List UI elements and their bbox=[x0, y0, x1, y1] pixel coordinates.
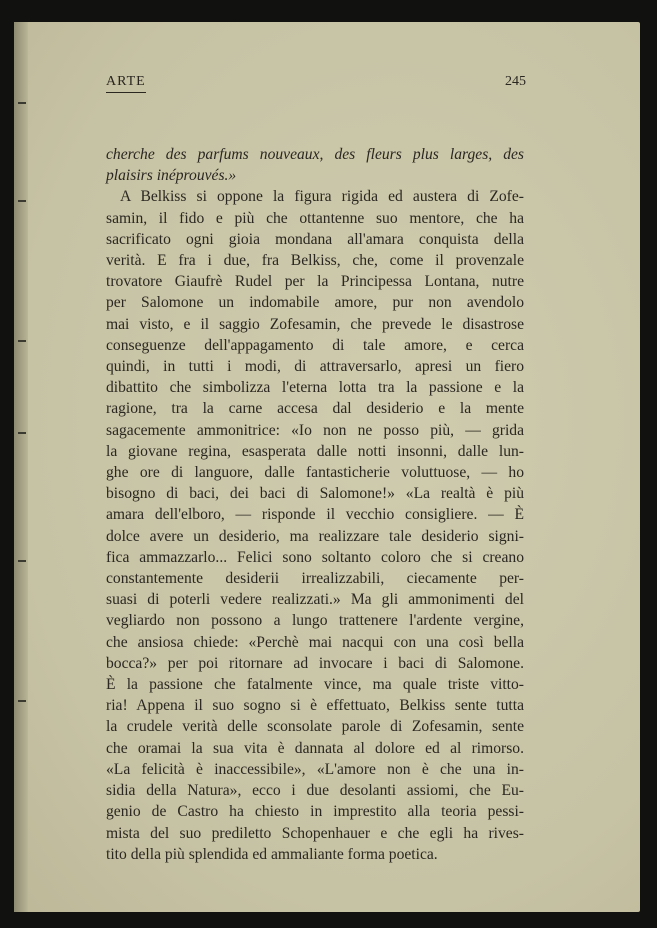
text-line: samin, il fido e più che ottantenne suo mentore, che ha bbox=[106, 209, 524, 227]
text-line: dibattito che simbolizza l'eterna lotta tra la passione e la bbox=[106, 379, 524, 397]
text-line: «La felicità è inaccessibile», «L'amore non è che una in- bbox=[106, 760, 524, 778]
text-line: conseguenze dell'appagamento di tale amore, e cerca bbox=[106, 336, 524, 354]
text-line: ghe ore di languore, dalle fantasticherie voluttuose, — ho bbox=[106, 464, 524, 482]
text-line: ragione, tra la carne accesa dal desiderio e la mente bbox=[106, 400, 524, 418]
page-header bbox=[106, 74, 526, 96]
text-line: constantemente desiderii irrealizzabili, ciecamente per- bbox=[106, 570, 524, 588]
binding-gutter bbox=[14, 22, 28, 912]
text-line: bocca?» per poi ritornare ad invocare i baci di Salomone. bbox=[106, 654, 524, 672]
text-line: la crudele verità delle sconsolate parole di Zofesamin, sente bbox=[106, 718, 524, 736]
text-line: sacrificato ogni gioia mondana all'amara conquista della bbox=[106, 230, 524, 248]
margin-mark bbox=[18, 200, 26, 202]
text-line: dolce avere un desiderio, ma realizzare tale desiderio signi- bbox=[106, 527, 524, 545]
margin-mark bbox=[18, 102, 26, 104]
text-line: fica ammazzarlo... Felici sono soltanto coloro che si creano bbox=[106, 548, 524, 566]
running-head: ARTE bbox=[106, 74, 146, 93]
text-line: che oramai la sua vita è dannata al dolore ed al rimorso. bbox=[106, 739, 524, 757]
margin-mark bbox=[18, 432, 26, 434]
text-line: bisogno di baci, dei baci di Salomone!» «La realtà è più bbox=[106, 485, 524, 503]
text-line: mista del suo prediletto Schopenhauer e che egli ha rives- bbox=[106, 824, 524, 842]
text-line: ria! Appena il suo sogno si è effettuato, Belkiss sente tutta bbox=[106, 697, 524, 715]
text-line: verità. E fra i due, fra Belkiss, che, come il provenzale bbox=[106, 252, 524, 270]
text-line: plaisirs inéprouvés.» bbox=[106, 167, 237, 185]
text-line: A Belkiss si oppone la figura rigida ed austera di Zofe- bbox=[120, 188, 524, 206]
text-line: che ansiosa chiede: «Perchè mai nacqui con una così bella bbox=[106, 633, 524, 651]
margin-mark bbox=[18, 700, 26, 702]
text-line: genio de Castro ha chiesto in imprestito alla teoria pessi- bbox=[106, 803, 524, 821]
text-line: sidia della Natura», ecco i due desolanti assiomi, che Eu- bbox=[106, 782, 524, 800]
text-line: suasi di poterli vedere realizzati.» Ma gli ammonimenti del bbox=[106, 591, 524, 609]
text-line: sagacemente ammonitrice: «Io non ne posso più, — grida bbox=[106, 421, 524, 439]
text-line: mai visto, e il saggio Zofesamin, che prevede le disastrose bbox=[106, 315, 524, 333]
margin-mark bbox=[18, 340, 26, 342]
text-line: cherche des parfums nouveaux, des fleurs plus larges, des bbox=[106, 146, 524, 163]
text-line: per Salomone un indomabile amore, pur non avendolo bbox=[106, 294, 524, 312]
text-line: tito della più splendida ed ammaliante forma poetica. bbox=[106, 845, 438, 863]
text-line: amara dell'elboro, — risponde il vecchio consigliere. — È bbox=[106, 506, 524, 524]
margin-mark bbox=[18, 560, 26, 562]
text-line: trovatore Giaufrè Rudel per la Principessa Lontana, nutre bbox=[106, 273, 524, 291]
text-line: È la passione che fatalmente vince, ma quale triste vitto- bbox=[106, 676, 524, 694]
page-number: 245 bbox=[505, 74, 526, 89]
text-line: vegliardo non possono a lungo trattenere l'ardente vergine, bbox=[106, 612, 524, 630]
text-line: quindi, in tutti i modi, di attraversarlo, apresi un fiero bbox=[106, 358, 524, 376]
text-line: la giovane regina, esasperata dalle notti insonni, dalle lun- bbox=[106, 442, 524, 460]
body-text bbox=[106, 144, 524, 865]
